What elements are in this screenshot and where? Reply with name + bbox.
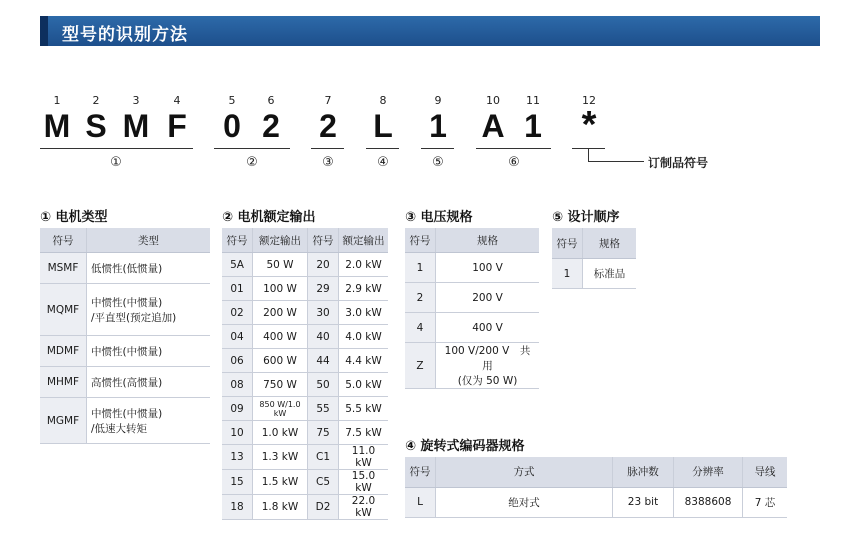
pos-number: 2: [92, 94, 100, 107]
symbol-cell: 20: [308, 253, 339, 277]
output-cell: 50 W: [253, 253, 308, 277]
symbol-cell: 13: [222, 445, 253, 470]
title-bar: [40, 16, 820, 46]
output-cell: 200 W: [253, 301, 308, 325]
symbol-cell: 75: [308, 421, 339, 445]
group-underline: [476, 148, 551, 149]
note-connector: [588, 148, 589, 162]
output-cell: 400 W: [253, 325, 308, 349]
spec-cell: 200 V: [436, 283, 540, 313]
code-char: F: [167, 108, 187, 144]
symbol-cell: 55: [308, 397, 339, 421]
output-cell: 11.0 kW: [339, 445, 389, 470]
output-cell: 2.9 kW: [339, 277, 389, 301]
group-marker: ②: [246, 155, 258, 170]
type-cell: 低惯性(低惯量): [87, 253, 211, 284]
header-cell: 规格: [583, 228, 637, 259]
header-cell: 符号: [552, 228, 583, 259]
resolution-cell: 8388608: [674, 487, 743, 517]
group-marker: ⑥: [508, 155, 520, 170]
rated-row: [222, 445, 388, 470]
group-underline: [421, 148, 454, 149]
symbol-cell: MQMF: [40, 284, 87, 336]
section-title-voltage: ③ 电压规格: [405, 210, 473, 225]
output-cell: 100 W: [253, 277, 308, 301]
output-cell: 4.4 kW: [339, 349, 389, 373]
page-title: 型号的识别方法: [62, 25, 188, 45]
output-cell: 15.0 kW: [339, 470, 389, 495]
group-underline: [366, 148, 399, 149]
rated-row: [222, 301, 388, 325]
output-cell: 1.5 kW: [253, 470, 308, 495]
spec-line: (仅为 50 W): [457, 375, 518, 387]
code-char: 1: [429, 108, 447, 144]
symbol-cell: MDMF: [40, 336, 87, 367]
symbol-cell: 5A: [222, 253, 253, 277]
spec-cell: 100 V: [436, 253, 540, 283]
symbol-cell: MSMF: [40, 253, 87, 284]
rated-row: [222, 349, 388, 373]
spec-cell: 标准品: [583, 259, 637, 289]
type-cell: [87, 398, 211, 444]
output-cell: 3.0 kW: [339, 301, 389, 325]
symbol-cell: 06: [222, 349, 253, 373]
header-cell: 额定输出: [339, 228, 389, 253]
title-accent: [40, 16, 48, 46]
type-line: /低速大转矩: [91, 422, 148, 435]
rated-row: [222, 373, 388, 397]
type-line: 中惯性(中惯量): [91, 407, 163, 420]
type-cell: 中惯性(中惯量): [87, 336, 211, 367]
spec-cell: 400 V: [436, 313, 540, 343]
rated-row: [222, 470, 388, 495]
output-cell: 5.5 kW: [339, 397, 389, 421]
rated-row: [222, 397, 388, 421]
symbol-cell: Z: [405, 343, 436, 389]
section-title-rated-output: ② 电机额定输出: [222, 210, 316, 225]
symbol-cell: MHMF: [40, 367, 87, 398]
code-char: 0: [223, 108, 241, 144]
design-order-table: [552, 228, 636, 289]
rated-row: [222, 325, 388, 349]
code-char: 1: [524, 108, 542, 144]
header-cell: 规格: [436, 228, 540, 253]
output-cell: 850 W/1.0 kW: [253, 397, 308, 421]
rated-row: [222, 253, 388, 277]
pos-number: 9: [434, 94, 442, 107]
code-char: M: [122, 108, 150, 144]
symbol-cell: D2: [308, 495, 339, 520]
symbol-cell: 15: [222, 470, 253, 495]
group-underline: [40, 148, 193, 149]
special-note: 订制品符号: [648, 156, 709, 170]
rated-row: [222, 495, 388, 520]
type-line: /平直型(预定追加): [91, 311, 177, 324]
symbol-cell: 4: [405, 313, 436, 343]
symbol-cell: 01: [222, 277, 253, 301]
code-char: *: [581, 104, 597, 146]
header-cell: 符号: [405, 228, 436, 253]
group-underline: [214, 148, 290, 149]
symbol-cell: 50: [308, 373, 339, 397]
pos-number: 6: [267, 94, 275, 107]
motor-type-table: [40, 228, 210, 444]
output-cell: 1.8 kW: [253, 495, 308, 520]
symbol-cell: 18: [222, 495, 253, 520]
symbol-cell: 10: [222, 421, 253, 445]
symbol-cell: L: [405, 487, 436, 517]
group-marker: ⑤: [432, 155, 444, 170]
output-cell: 1.0 kW: [253, 421, 308, 445]
symbol-cell: 1: [405, 253, 436, 283]
pulse-cell: 23 bit: [613, 487, 674, 517]
section-title-design-order: ⑤ 设计顺序: [552, 210, 620, 225]
code-char: 2: [319, 108, 337, 144]
symbol-cell: 2: [405, 283, 436, 313]
symbol-cell: 44: [308, 349, 339, 373]
pos-number: 5: [228, 94, 236, 107]
output-cell: 22.0 kW: [339, 495, 389, 520]
type-cell: [87, 284, 211, 336]
output-cell: 600 W: [253, 349, 308, 373]
type-line: 中惯性(中惯量): [91, 296, 163, 309]
pos-number: 1: [53, 94, 61, 107]
output-cell: 1.3 kW: [253, 445, 308, 470]
symbol-cell: 40: [308, 325, 339, 349]
header-cell: 符号: [222, 228, 253, 253]
pos-number: 8: [379, 94, 387, 107]
symbol-cell: 1: [552, 259, 583, 289]
spec-line: 100 V/200 V 共用: [444, 345, 531, 372]
output-cell: 7.5 kW: [339, 421, 389, 445]
symbol-cell: C1: [308, 445, 339, 470]
symbol-cell: 29: [308, 277, 339, 301]
header-cell: 额定输出: [253, 228, 308, 253]
rated-row: [222, 421, 388, 445]
spec-cell: [436, 343, 540, 389]
pos-number: 4: [173, 94, 181, 107]
voltage-table: [405, 228, 539, 389]
output-cell: 2.0 kW: [339, 253, 389, 277]
section-title-motor-type: ① 电机类型: [40, 210, 108, 225]
symbol-cell: 09: [222, 397, 253, 421]
note-connector: [588, 161, 644, 162]
pos-number: 3: [132, 94, 140, 107]
header-cell: 符号: [40, 228, 87, 253]
symbol-cell: 08: [222, 373, 253, 397]
header-cell: 符号: [405, 457, 436, 487]
pos-number: 10: [486, 94, 500, 107]
rated-output-table: [222, 228, 388, 520]
pos-number: 7: [324, 94, 332, 107]
group-marker: ④: [377, 155, 389, 170]
symbol-cell: 30: [308, 301, 339, 325]
code-char: A: [481, 108, 505, 144]
encoder-table: [405, 457, 787, 518]
group-marker: ③: [322, 155, 334, 170]
method-cell: 绝对式: [436, 487, 613, 517]
symbol-cell: MGMF: [40, 398, 87, 444]
symbol-cell: 02: [222, 301, 253, 325]
code-char: L: [373, 108, 393, 144]
rated-row: [222, 277, 388, 301]
section-title-encoder: ④ 旋转式编码器规格: [405, 439, 525, 454]
wire-cell: 7 芯: [743, 487, 788, 517]
header-cell: 导线: [743, 457, 788, 487]
header-cell: 符号: [308, 228, 339, 253]
output-cell: 750 W: [253, 373, 308, 397]
header-cell: 分辨率: [674, 457, 743, 487]
group-marker: ①: [110, 155, 122, 170]
group-underline: [311, 148, 344, 149]
code-char: M: [43, 108, 71, 144]
symbol-cell: C5: [308, 470, 339, 495]
pos-number: 11: [526, 94, 540, 107]
header-cell: 类型: [87, 228, 211, 253]
header-cell: 脉冲数: [613, 457, 674, 487]
symbol-cell: 04: [222, 325, 253, 349]
code-char: 2: [262, 108, 280, 144]
output-cell: 4.0 kW: [339, 325, 389, 349]
pos-number: 12: [582, 94, 596, 107]
output-cell: 5.0 kW: [339, 373, 389, 397]
type-cell: 高惯性(高惯量): [87, 367, 211, 398]
code-char: S: [85, 108, 107, 144]
header-cell: 方式: [436, 457, 613, 487]
